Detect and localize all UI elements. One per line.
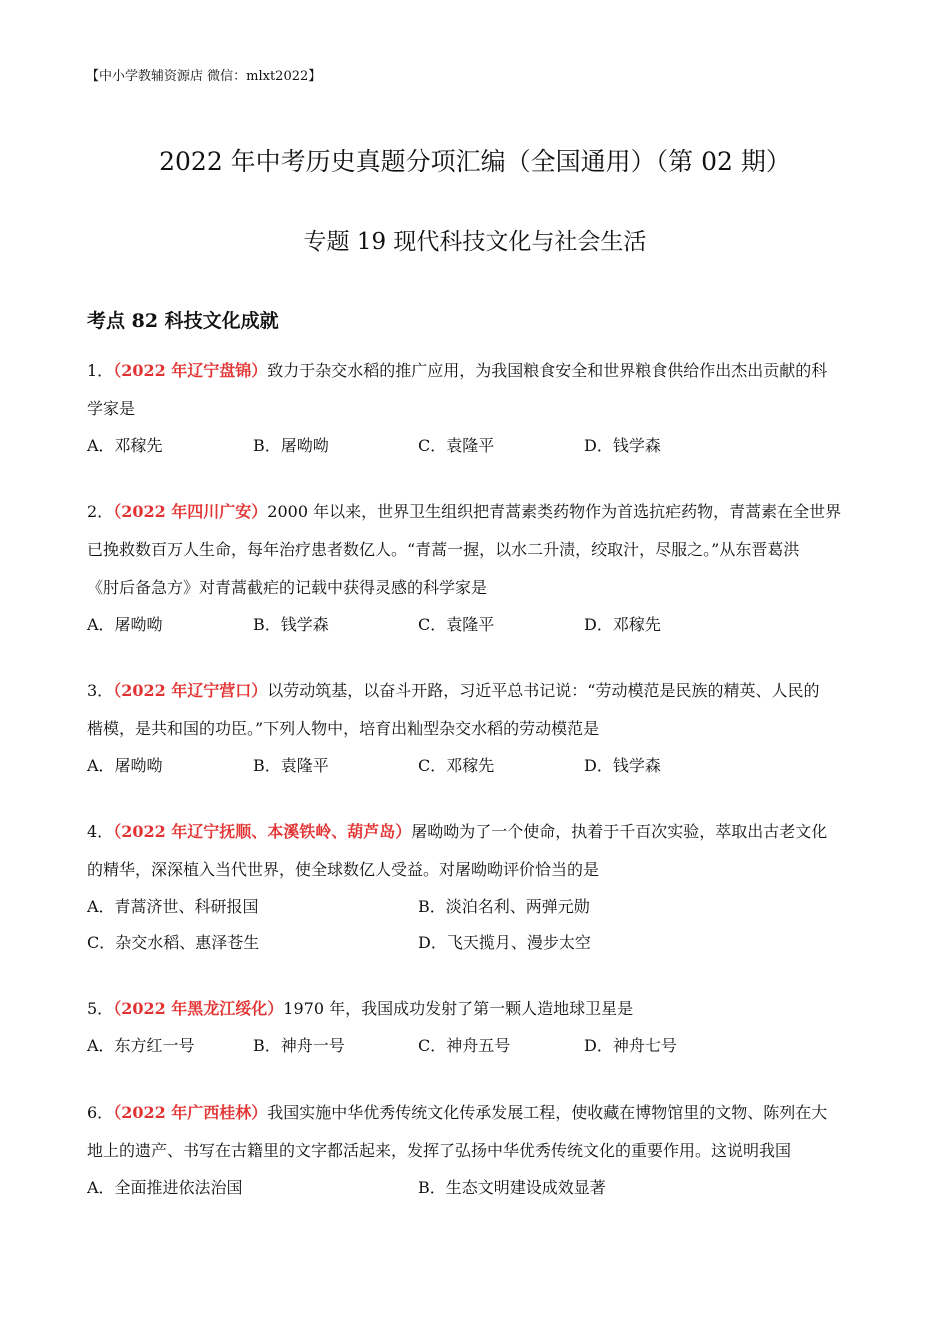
page-title: 2022 年中考历史真题分项汇编（全国通用）（第 02 期） [159, 147, 791, 176]
question-number: 6． [87, 1103, 114, 1122]
option-d: D．飞天揽月、漫步太空 [418, 933, 591, 952]
question-number: 1． [87, 361, 114, 380]
question-source: （2022 年辽宁营口） [113, 681, 268, 700]
question-line [87, 990, 867, 1028]
option-b: B．屠呦呦 [253, 436, 329, 455]
question-line: 学家是 [87, 399, 136, 418]
option-d: D．钱学森 [584, 436, 661, 455]
question-line: 已挽救数百万人生命，每年治疗患者数亿人。“青蒿一握，以水二升渍，绞取汁，尽服之。”从东晋葛洪 [87, 540, 800, 559]
question-6 [87, 1094, 867, 1206]
option-a: A．东方红一号 [87, 1036, 195, 1055]
question-1 [87, 352, 867, 464]
question-line [87, 493, 867, 531]
options-row [87, 1028, 867, 1064]
question-line [87, 352, 867, 390]
option-d: D．钱学森 [584, 756, 661, 775]
option-c: C．神舟五号 [418, 1036, 511, 1055]
question-5 [87, 990, 867, 1064]
options-row [87, 925, 867, 961]
option-c: C．杂交水稻、惠泽苍生 [87, 933, 260, 952]
section-heading: 考点 82 科技文化成就 [87, 310, 279, 332]
option-a: A．全面推进依法治国 [87, 1178, 243, 1197]
option-a: A．屠呦呦 [87, 615, 163, 634]
question-number: 4． [87, 822, 114, 841]
question-line [87, 1094, 867, 1132]
question-line: 《肘后备急方》对青蒿截疟的记载中获得灵感的科学家是 [87, 578, 488, 597]
options-row [87, 1170, 867, 1206]
question-source: （2022 年广西桂林） [113, 1103, 268, 1122]
question-source: （2022 年四川广安） [113, 502, 268, 521]
question-2 [87, 493, 867, 643]
question-number: 5． [87, 999, 114, 1018]
question-4 [87, 813, 867, 961]
option-d: D．神舟七号 [584, 1036, 677, 1055]
question-number: 3． [87, 681, 114, 700]
question-3 [87, 672, 867, 784]
option-b: B．生态文明建设成效显著 [418, 1178, 606, 1197]
question-line: 楷模，是共和国的功臣。”下列人物中，培育出籼型杂交水稻的劳动模范是 [87, 719, 600, 738]
option-b: B．钱学森 [253, 615, 329, 634]
question-line [87, 813, 867, 851]
question-source: （2022 年辽宁盘锦） [113, 361, 268, 380]
question-number: 2． [87, 502, 114, 521]
option-b: B．袁隆平 [253, 756, 329, 775]
question-line: 地上的遗产、书写在古籍里的文字都活起来，发挥了弘扬中华优秀传统文化的重要作用。这说明我国 [87, 1141, 792, 1160]
option-a: A．屠呦呦 [87, 756, 163, 775]
page-subtitle: 专题 19 现代科技文化与社会生活 [303, 229, 647, 255]
option-a: A．邓稼先 [87, 436, 163, 455]
question-text: 2000 年以来，世界卫生组织把青蒿素类药物作为首选抗疟药物，青蒿素在全世界 [267, 502, 842, 521]
question-text: 以劳动筑基，以奋斗开路，习近平总书记说：“劳动模范是民族的精英、人民的 [267, 681, 820, 700]
question-text: 1970 年，我国成功发射了第一颗人造地球卫星是 [283, 999, 634, 1018]
option-b: B．淡泊名利、两弹元勋 [418, 897, 590, 916]
question-text: 我国实施中华优秀传统文化传承发展工程，使收藏在博物馆里的文物、陈列在大 [267, 1103, 828, 1122]
question-source: （2022 年黑龙江绥化） [113, 999, 284, 1018]
question-line [87, 672, 867, 710]
options-row [87, 428, 867, 464]
question-text: 屠呦呦为了一个使命，执着于千百次实验，萃取出古老文化 [411, 822, 828, 841]
options-row [87, 607, 867, 643]
options-row [87, 748, 867, 784]
question-line: 的精华，深深植入当代世界，使全球数亿人受益。对屠呦呦评价恰当的是 [87, 860, 600, 879]
option-a: A．青蒿济世、科研报国 [87, 897, 259, 916]
question-text: 致力于杂交水稻的推广应用，为我国粮食安全和世界粮食供给作出杰出贡献的科 [267, 361, 828, 380]
option-b: B．神舟一号 [253, 1036, 345, 1055]
question-source: （2022 年辽宁抚顺、本溪铁岭、葫芦岛） [113, 822, 412, 841]
option-d: D．邓稼先 [584, 615, 661, 634]
option-c: C．袁隆平 [418, 615, 495, 634]
option-c: C．袁隆平 [418, 436, 495, 455]
watermark: 【中小学教辅资源店 微信：mlxt2022】 [86, 69, 322, 84]
option-c: C．邓稼先 [418, 756, 495, 775]
options-row [87, 889, 867, 925]
